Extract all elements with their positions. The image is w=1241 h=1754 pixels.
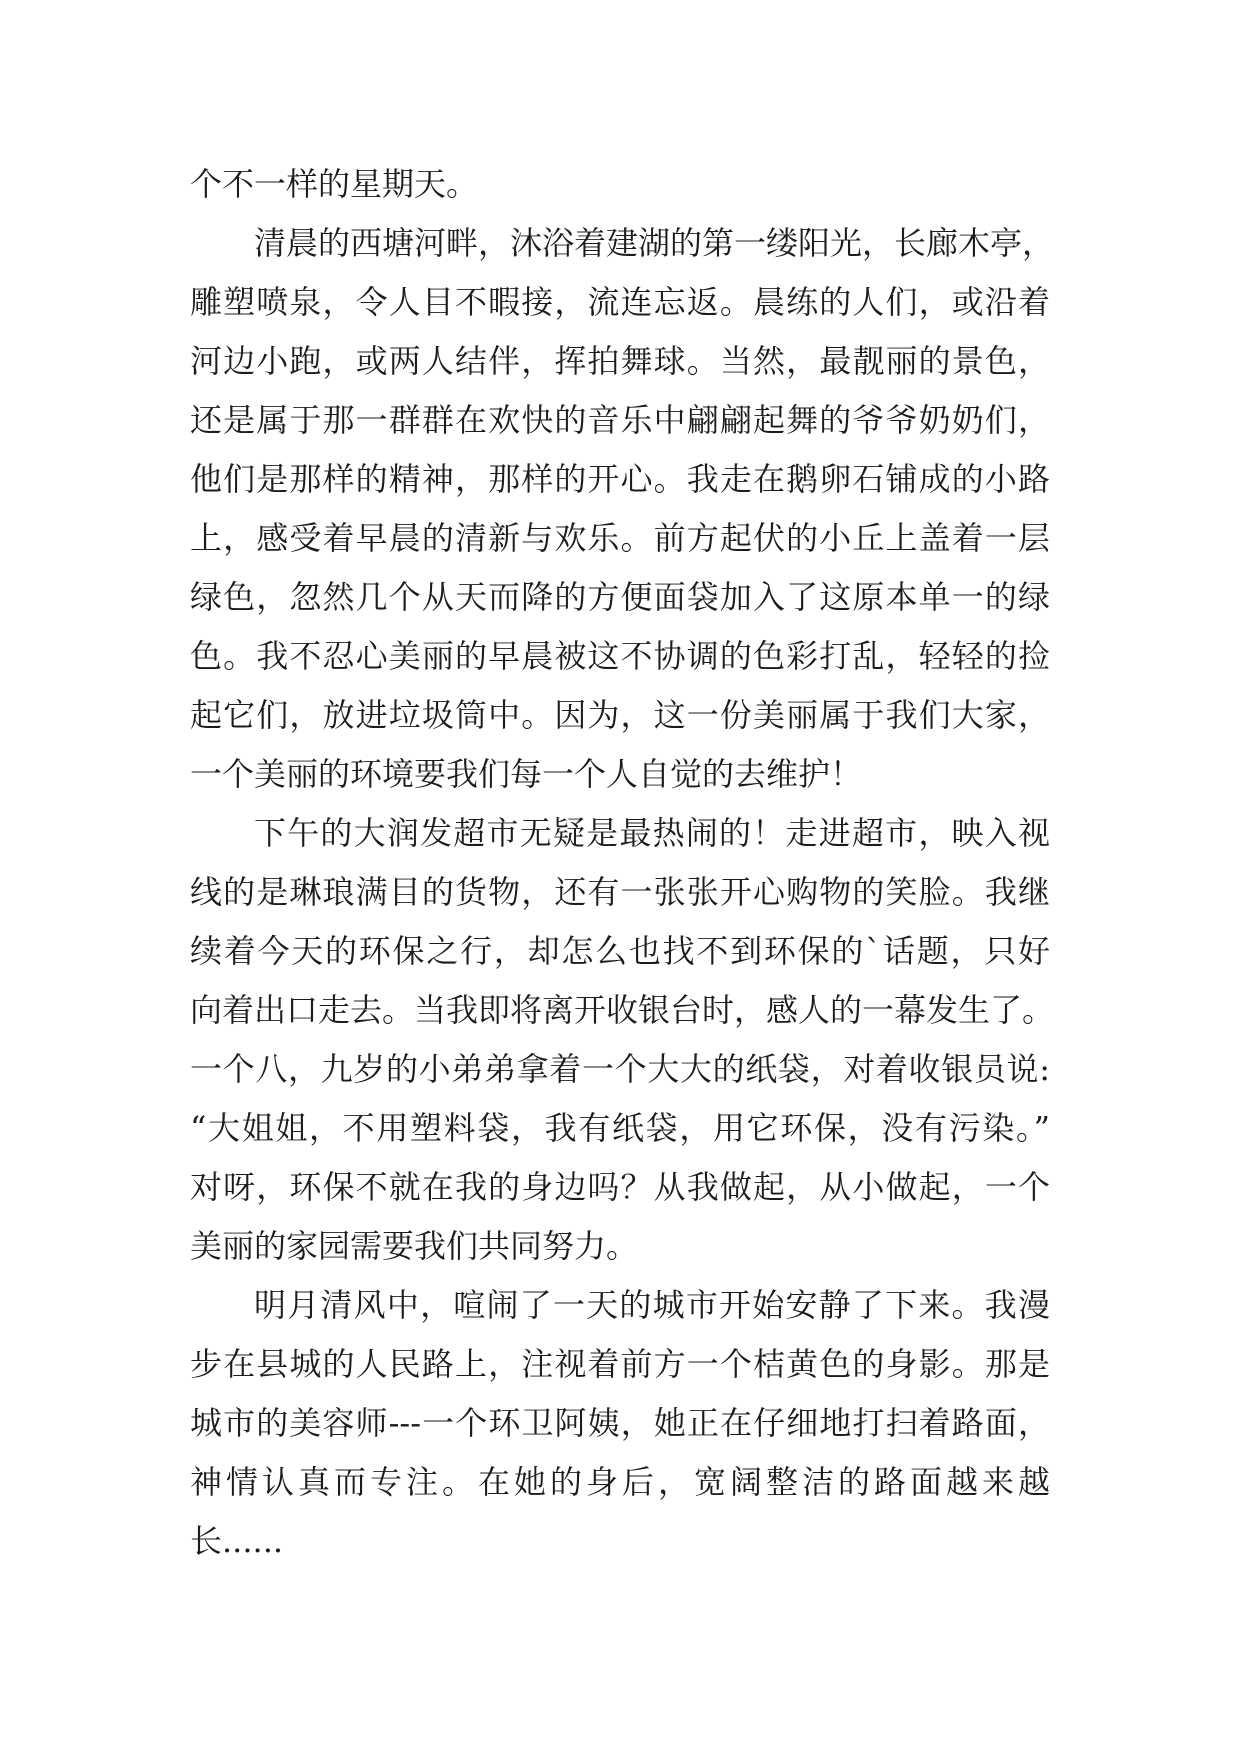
paragraph [190,804,1055,1276]
text-line: 下午的大润发超市无疑是最热闹的！走进超市，映入视 [254,814,1050,852]
text-line: “大姐姐，不用塑料袋，我有纸袋，用它环保，没有污染。” [190,1109,1050,1147]
text-line: 上，感受着早晨的清新与欢乐。前方起伏的小丘上盖着一层 [190,519,1050,557]
text-line: 一个八，九岁的小弟弟拿着一个大大的纸袋，对着收银员说: [190,1050,1050,1088]
text-line: 雕塑喷泉，令人目不暇接，流连忘返。晨练的人们，或沿着 [190,283,1050,321]
text-line: 绿色，忽然几个从天而降的方便面袋加入了这原本单一的绿 [190,578,1050,616]
text-line: 一个美丽的环境要我们每一个人自觉的去维护！ [190,755,863,793]
text-line: 长...... [190,1522,284,1560]
text-line: 起它们，放进垃圾筒中。因为，这一份美丽属于我们大家， [190,696,1050,734]
text-line: 他们是那样的精神，那样的开心。我走在鹅卵石铺成的小路 [190,460,1050,498]
text-line: 续着今天的环保之行，却怎么也找不到环保的`话题，只好 [190,932,1050,970]
text-line: 清晨的西塘河畔，沐浴着建湖的第一缕阳光，长廊木亭， [254,224,1055,262]
text-line: 个不一样的星期天。 [190,165,479,203]
text-line: 线的是琳琅满目的货物，还有一张张开心购物的笑脸。我继 [190,873,1050,911]
document-body [190,155,1055,1571]
text-line: 河边小跑，或两人结伴，挥拍舞球。当然，最靓丽的景色， [190,342,1050,380]
paragraph [190,155,1050,214]
text-line: 城市的美容师---一个环卫阿姨，她正在仔细地打扫着路面， [190,1404,1050,1442]
paragraph [190,1276,1050,1571]
text-line: 向着出口走去。当我即将离开收银台时，感人的一幕发生了。 [190,991,1055,1029]
paragraph [190,214,1055,804]
text-line: 美丽的家园需要我们共同努力。 [190,1227,639,1265]
text-line: 步在县城的人民路上，注视着前方一个桔黄色的身影。那是 [190,1345,1050,1383]
text-line: 色。我不忍心美丽的早晨被这不协调的色彩打乱，轻轻的捡 [190,637,1050,675]
text-line: 还是属于那一群群在欢快的音乐中翩翩起舞的爷爷奶奶们， [190,401,1050,439]
text-line: 明月清风中，喧闹了一天的城市开始安静了下来。我漫 [254,1286,1050,1324]
text-line: 神情认真而专注。在她的身后，宽阔整洁的路面越来越 [190,1463,1050,1501]
text-line: 对呀，环保不就在我的身边吗？从我做起，从小做起，一个 [190,1168,1050,1206]
